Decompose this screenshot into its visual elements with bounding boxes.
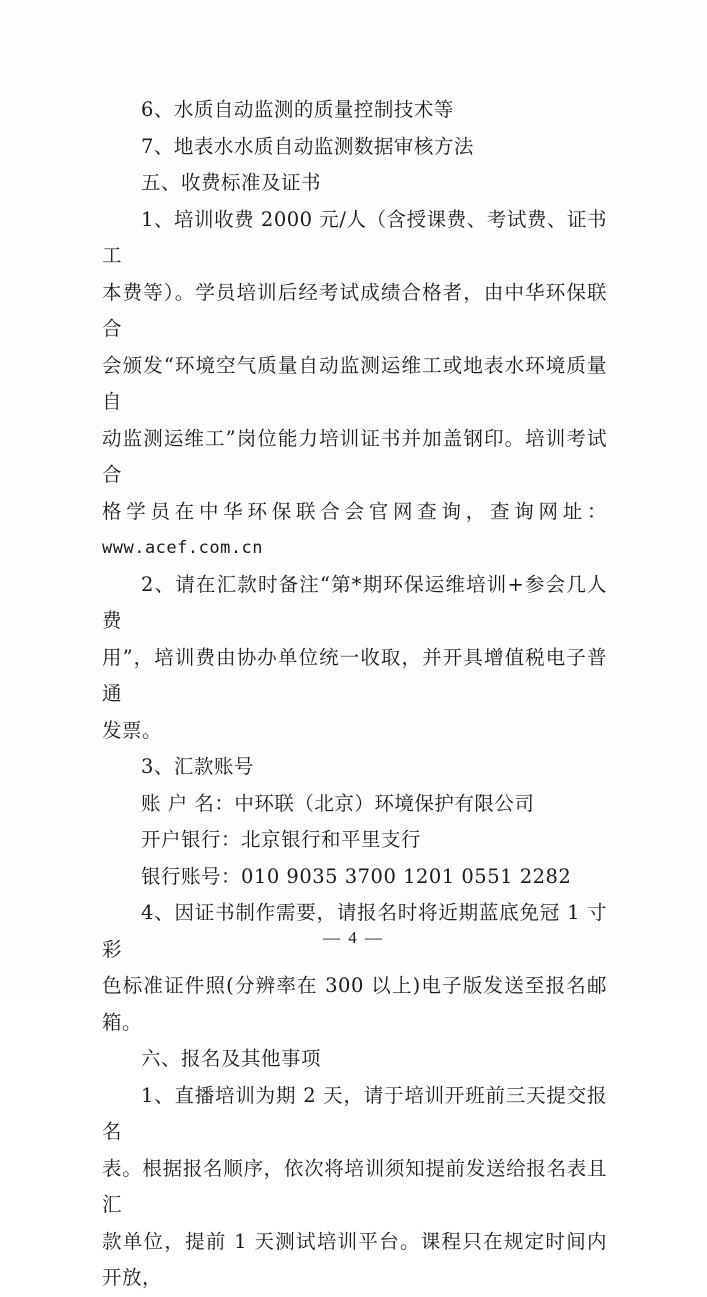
account-number: 银行账号：010 9035 3700 1201 0551 2282: [141, 864, 572, 888]
text-line: 色标准证件照(分辨率在 300 以上)电子版发送至报名邮箱。: [102, 974, 607, 1034]
list-item-data-review: 7、地表水水质自动监测数据审核方法: [141, 134, 474, 158]
account-bank: 开户银行：北京银行和平里支行: [141, 828, 422, 851]
text-line: 动监测运维工”岗位能力培训证书并加盖钢印。培训考试合: [102, 426, 607, 486]
text-line: 用”，培训费由协办单位统一收取，并开具增值税电子普通: [102, 645, 607, 705]
text-line: 会颁发“环境空气质量自动监测运维工或地表水环境质量自: [102, 353, 607, 413]
subheading-account: 3、汇款账号: [141, 755, 254, 778]
text-line: 4、因证书制作需要，请报名时将近期蓝底免冠 1 寸彩: [102, 901, 607, 961]
text-line: 发票。: [102, 718, 163, 742]
paragraph-live-training: [102, 1078, 607, 1297]
text-line: 2、请在汇款时备注“第*期环保运维培训+参会几人费: [102, 572, 607, 632]
paragraph-training-fee: [102, 202, 607, 567]
section-heading-fees: 五、收费标准及证书: [141, 171, 322, 194]
paragraph-photo-requirement: [102, 895, 607, 1041]
text-line: 款单位，提前 1 天测试培训平台。课程只在规定时间内开放，: [102, 1229, 607, 1289]
text-line: 表。根据报名顺序，依次将培训须知提前发送给报名表且汇: [102, 1156, 607, 1216]
paragraph-remittance-note: [102, 567, 607, 750]
text-line: 格学员在中华环保联合会官网查询，查询网址：: [102, 499, 607, 523]
text-line: 1、直播培训为期 2 天，请于培训开班前三天提交报名: [102, 1083, 607, 1143]
account-name: 账 户 名：中环联（北京）环境保护有限公司: [141, 791, 535, 815]
list-item-quality-control: 6、水质自动监测的质量控制技术等: [141, 98, 454, 121]
section-heading-registration: 六、报名及其他事项: [141, 1047, 322, 1070]
text-line: 1、培训收费 2000 元/人（含授课费、考试费、证书工: [102, 207, 607, 267]
text-line: 本费等）。学员培训后经考试成绩合格者，由中华环保联合: [102, 280, 607, 340]
page-number: — 4 —: [323, 928, 384, 947]
website-url: www.acef.com.cn: [102, 538, 264, 558]
document-body: [102, 92, 607, 1297]
